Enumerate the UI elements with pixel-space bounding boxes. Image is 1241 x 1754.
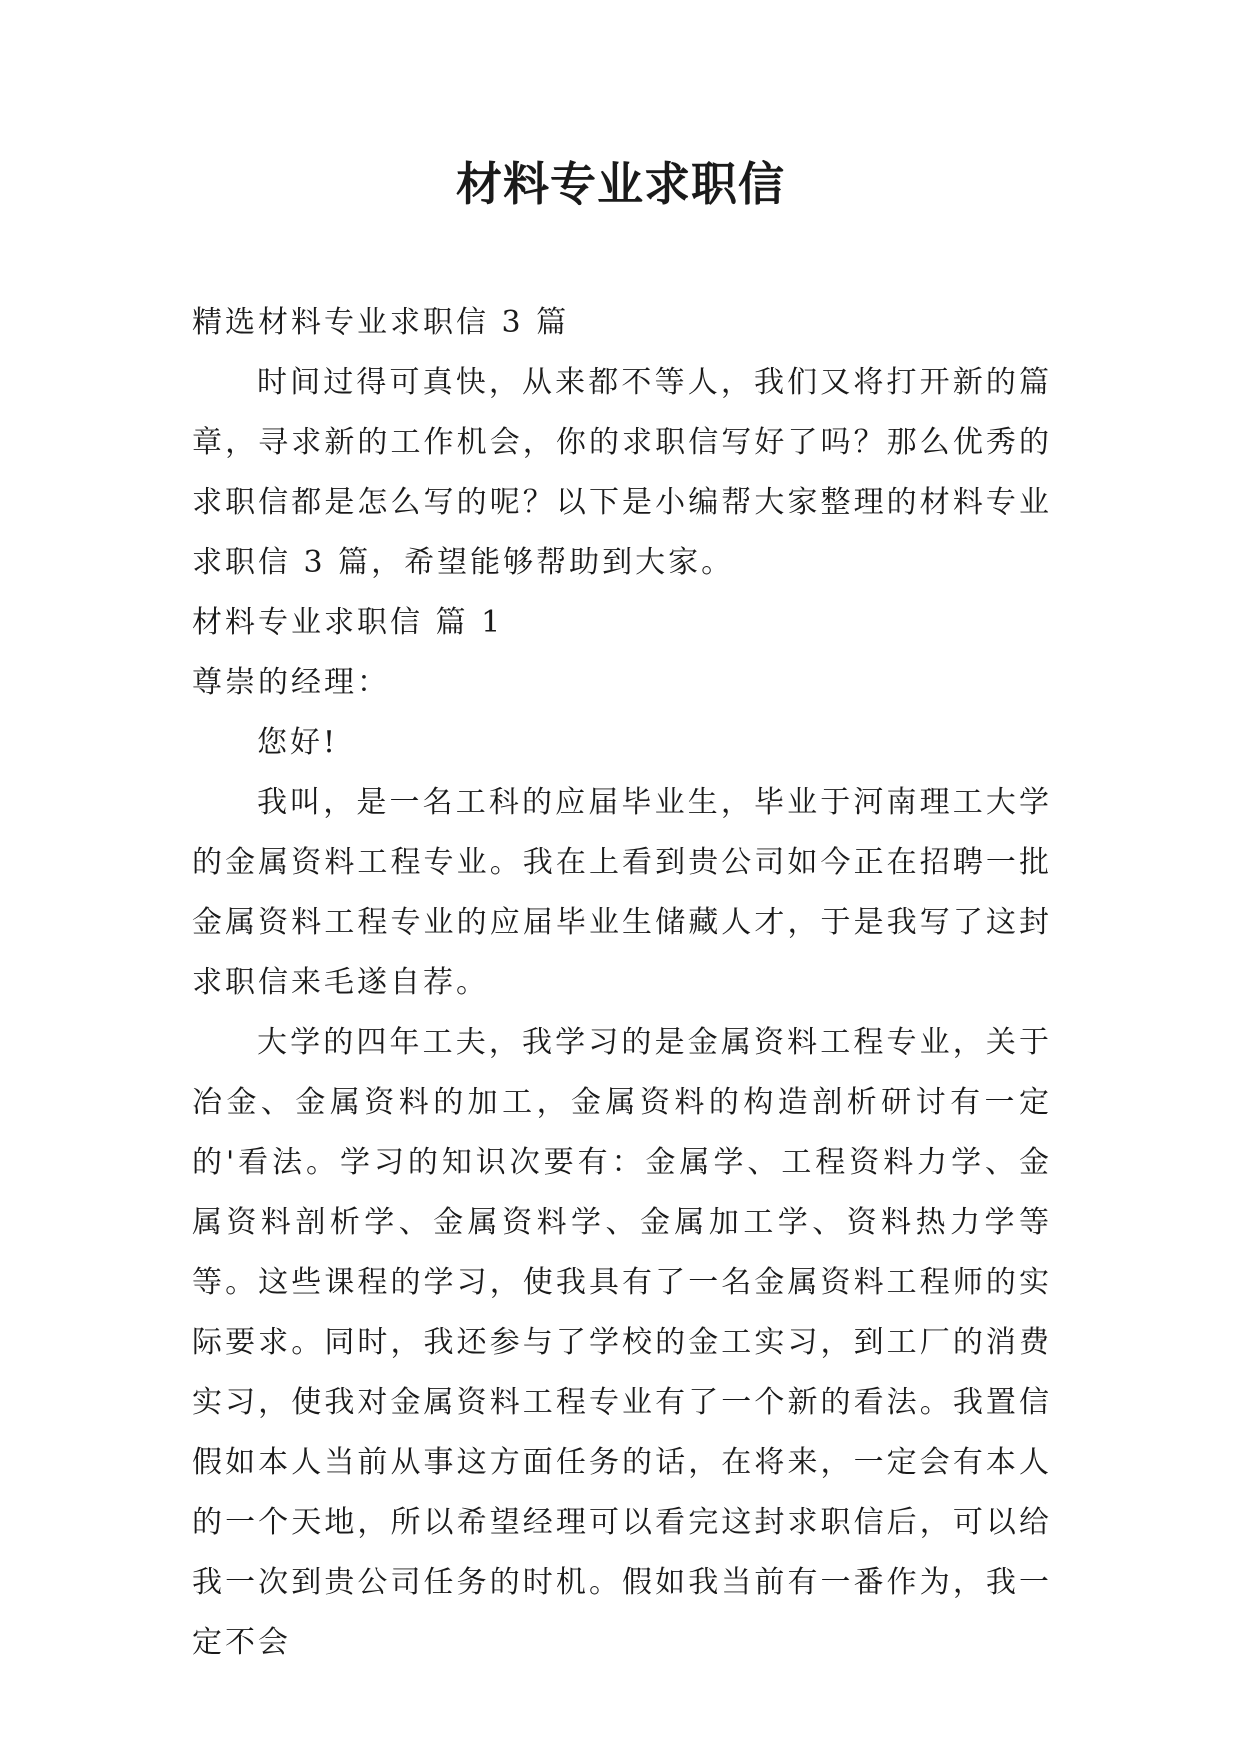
document-body [192,293,1052,1673]
section-heading: 材料专业求职信 篇 1 [192,605,504,640]
subtitle-line: 精选材料专业求职信 3 篇 [192,305,570,340]
document-title: 材料专业求职信 [456,157,785,211]
body-paragraph: 我叫，是一名工科的应届毕业生，毕业于河南理工大学的金属资料工程专业。我在上看到贵公司如今正在招聘一批金属资料工程专业的应届毕业生储藏人才，于是我写了这封求职信来毛遂自荐。 [192,785,1052,1000]
greeting: 您好! [257,725,339,760]
intro-paragraph: 时间过得可真快，从来都不等人，我们又将打开新的篇章，寻求新的工作机会，你的求职信写好了吗？那么优秀的求职信都是怎么写的呢？以下是小编帮大家整理的材料专业求职信 3 篇，希望能够帮助到大家。 [192,365,1052,580]
body-paragraph: 大学的四年工夫，我学习的是金属资料工程专业，关于冶金、金属资料的加工，金属资料的构造剖析研讨有一定的'看法。学习的知识次要有：金属学、工程资料力学、金属资料剖析学、金属资料学、金属加工学、资料热力学等等。这些课程的学习，使我具有了一名金属资料工程师的实际要求。同时，我还参与了学校的金工实习，到工厂的消费实习，使我对金属资料工程专业有了一个新的看法。我置信假如本人当前从事这方面任务的话，在将来，一定会有本人的一个天地，所以希望经理可以看完这封求职信后，可以给我一次到贵公司任务的时机。假如我当前有一番作为，我一定不会 [192,1025,1052,1660]
salutation: 尊崇的经理： [192,665,390,700]
